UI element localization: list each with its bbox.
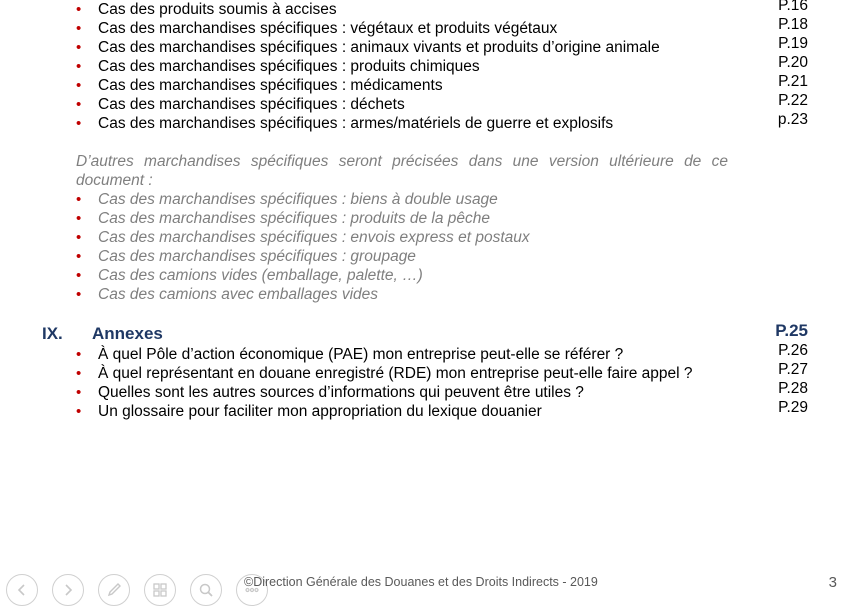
bullet: •	[76, 267, 82, 284]
bullet: •	[76, 115, 82, 132]
previous-slide-button[interactable]	[6, 574, 38, 606]
list-item: Un glossaire pour faciliter mon appropriation du lexique douanier	[98, 403, 542, 420]
page-ref: P.26	[778, 342, 808, 359]
list-item: Cas des marchandises spécifiques : envois express et postaux	[98, 229, 530, 246]
section-page-ref: P.25	[775, 321, 808, 340]
list-item: Cas des produits soumis à accises	[98, 1, 337, 18]
bullet: •	[76, 248, 82, 265]
page-ref: P.16	[778, 0, 808, 14]
see-all-slides-button[interactable]	[144, 574, 176, 606]
bullet: •	[76, 346, 82, 363]
next-icon	[59, 581, 77, 599]
list-item: Cas des marchandises spécifiques : médicaments	[98, 77, 443, 94]
bullet: •	[76, 191, 82, 208]
section-title: Annexes	[92, 324, 163, 343]
list-item: Quelles sont les autres sources d’informations qui peuvent être utiles ?	[98, 384, 584, 401]
list-item: Cas des camions vides (emballage, palette, …)	[98, 267, 423, 284]
pen-icon	[105, 581, 123, 599]
list-item: À quel représentant en douane enregistré (RDE) mon entreprise peut-elle faire appel ?	[98, 365, 693, 382]
pen-tool-button[interactable]	[98, 574, 130, 606]
list-item: Cas des marchandises spécifiques : biens à double usage	[98, 191, 498, 208]
list-item: Cas des marchandises spécifiques : déchets	[98, 96, 405, 113]
zoom-button[interactable]	[190, 574, 222, 606]
section-number: IX.	[42, 324, 63, 343]
page-ref: p.23	[777, 111, 808, 128]
page-ref: P.19	[778, 35, 808, 52]
bullet: •	[76, 229, 82, 246]
bullet: •	[76, 1, 82, 18]
bullet: •	[76, 384, 82, 401]
list-item: Cas des marchandises spécifiques : animaux vivants et produits d’origine animale	[98, 39, 660, 56]
bullet: •	[76, 365, 82, 382]
page-ref: P.22	[778, 92, 808, 109]
bullet: •	[76, 286, 82, 303]
page-ref: P.29	[778, 399, 808, 416]
page-ref: P.20	[778, 54, 808, 71]
page-ref: P.28	[778, 380, 808, 397]
bullet: •	[76, 403, 82, 420]
bullet: •	[76, 77, 82, 94]
list-item: Cas des marchandises spécifiques : armes/matériels de guerre et explosifs	[98, 115, 614, 132]
next-slide-button[interactable]	[52, 574, 84, 606]
future-note: D’autres marchandises spécifiques seront précisées dans une version ultérieure de ce document :	[76, 153, 728, 189]
bullet: •	[76, 58, 82, 75]
previous-icon	[13, 581, 31, 599]
list-item: Cas des marchandises spécifiques : groupage	[98, 248, 416, 265]
slide-number: 3	[828, 574, 837, 591]
bullet: •	[76, 96, 82, 113]
page-ref: P.21	[778, 73, 808, 90]
bullet: •	[76, 20, 82, 37]
bullet: •	[76, 39, 82, 56]
footer-copyright: ©Direction Générale des Douanes et des Droits Indirects - 2019	[244, 575, 598, 589]
list-item: À quel Pôle d’action économique (PAE) mon entreprise peut-elle se référer ?	[98, 346, 624, 363]
bullet: •	[76, 210, 82, 227]
page-ref: P.27	[778, 361, 808, 378]
list-item: Cas des marchandises spécifiques : végétaux et produits végétaux	[98, 20, 558, 37]
slides-grid-icon	[151, 581, 169, 599]
list-item: Cas des marchandises spécifiques : produits de la pêche	[98, 210, 491, 227]
page-ref: P.18	[778, 16, 808, 33]
list-item: Cas des camions avec emballages vides	[98, 286, 378, 303]
zoom-icon	[197, 581, 215, 599]
list-item: Cas des marchandises spécifiques : produits chimiques	[98, 58, 480, 75]
